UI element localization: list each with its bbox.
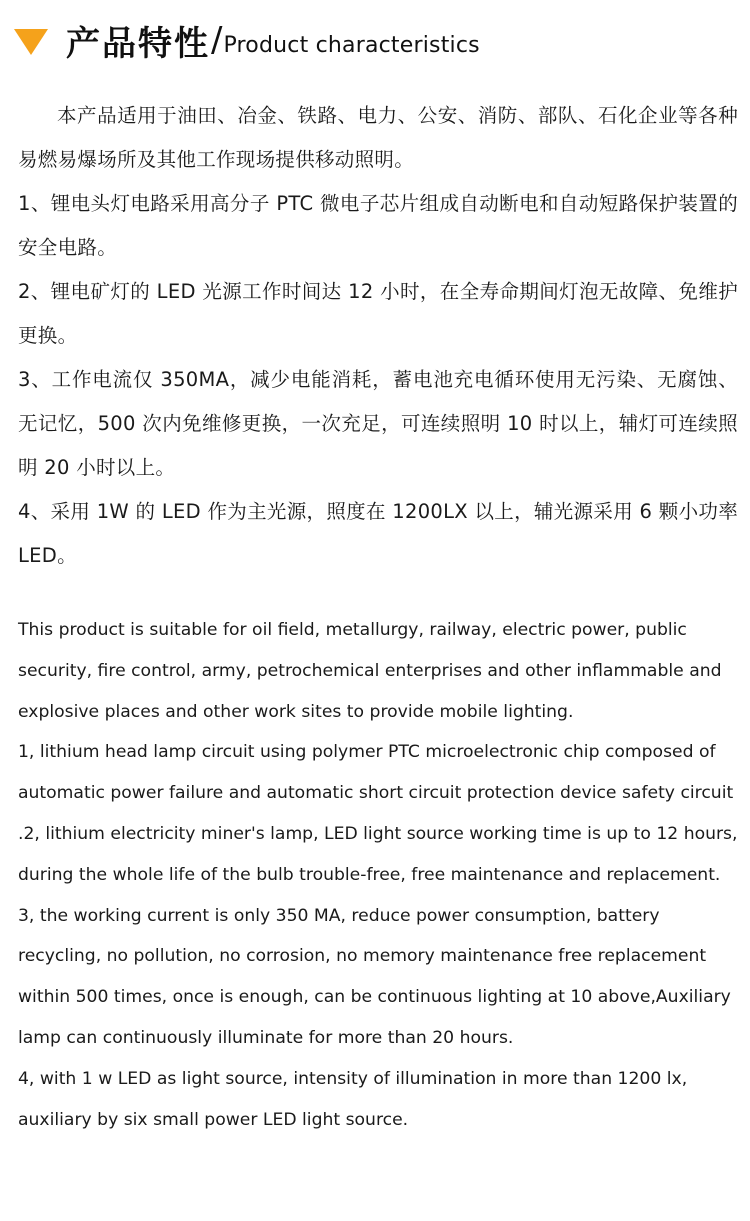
cn-item-1: 1、锂电头灯电路采用高分子 PTC 微电子芯片组成自动断电和自动短路保护装置的安全电路。	[18, 192, 738, 259]
en-intro: This product is suitable for oil field, metallurgy, railway, electric power, public security, fire control, army, petrochemical enterprises and other inflammable and explosive places and other work sites to provide mobile lighting.	[18, 620, 722, 722]
english-description	[18, 610, 740, 1140]
title-en: Product characteristics	[223, 32, 480, 58]
title-cn: 产品特性	[66, 23, 210, 64]
cn-item-2: 2、锂电矿灯的 LED 光源工作时间达 12 小时，在全寿命期间灯泡无故障、免维护更换。	[18, 280, 738, 347]
title-slash: /	[211, 20, 223, 60]
en-item-4: 4, with 1 w LED as light source, intensity of illumination in more than 1200 lx, auxiliary by six small power LED light source.	[18, 1068, 688, 1130]
en-item-2: .2, lithium electricity miner's lamp, LED light source working time is up to 12 hours, during the whole life of the bulb trouble-free, free maintenance and replacement.	[18, 823, 738, 885]
triangle-down-icon	[14, 29, 48, 55]
cn-item-3: 3、工作电流仅 350MA，减少电能消耗，蓄电池充电循环使用无污染、无腐蚀、无记忆，500 次内免维修更换，一次充足，可连续照明 10 时以上，辅灯可连续照明 20 小时以上。	[18, 368, 738, 479]
en-item-3: 3, the working current is only 350 MA, reduce power consumption, battery recycling, no pollution, no corrosion, no memory maintenance free replacement within 500 times, once is enough, can be continuous lighting at 10 above,Auxiliary lamp can continuously illuminate for more than 20 hours.	[18, 905, 731, 1048]
en-item-1: 1, lithium head lamp circuit using polymer PTC microelectronic chip composed of automatic power failure and automatic short circuit protection device safety circuit	[18, 742, 734, 804]
cn-item-4: 4、采用 1W 的 LED 作为主光源，照度在 1200LX 以上，辅光源采用 6 颗小功率 LED。	[18, 500, 738, 567]
chinese-description	[18, 94, 738, 578]
cn-intro: 本产品适用于油田、冶金、铁路、电力、公安、消防、部队、石化企业等各种易燃易爆场所及其他工作现场提供移动照明。	[18, 104, 738, 171]
section-header	[14, 12, 480, 68]
